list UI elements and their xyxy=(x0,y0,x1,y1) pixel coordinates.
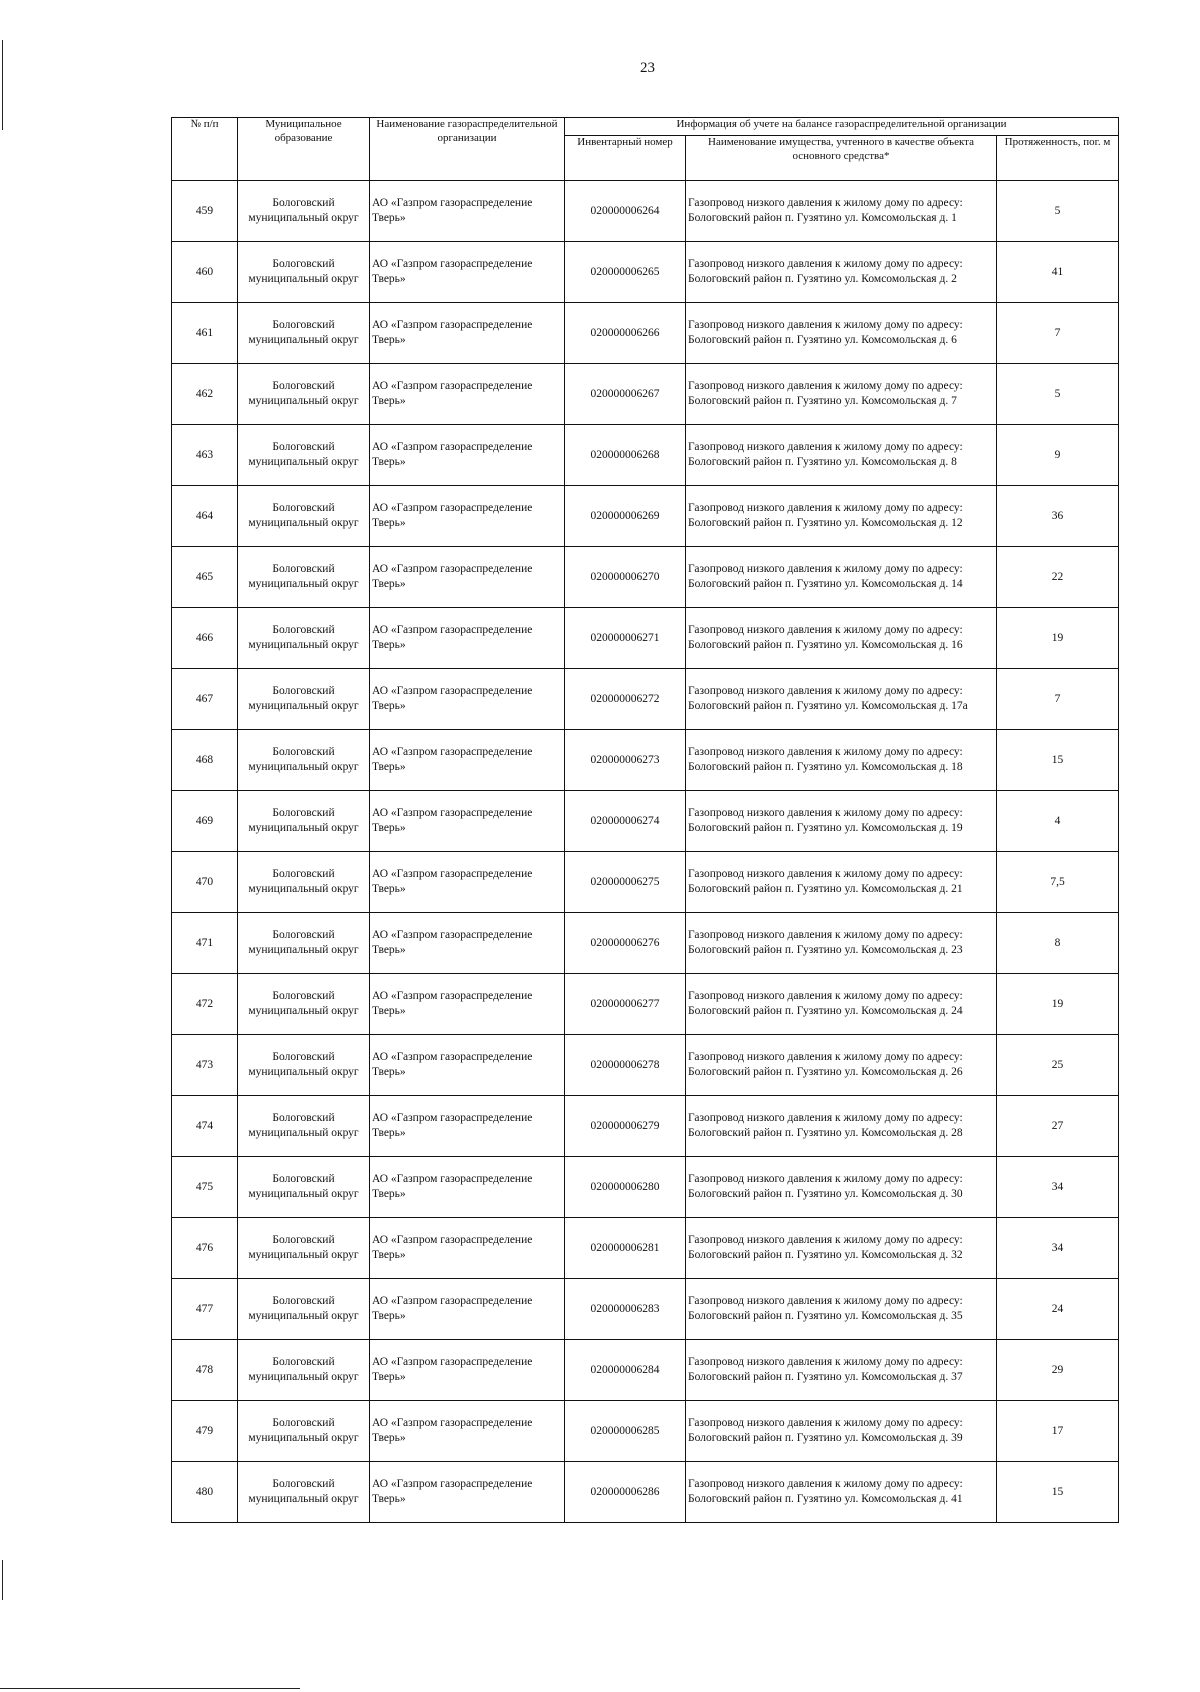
cell-num: 477 xyxy=(172,1279,238,1340)
cell-length: 29 xyxy=(997,1340,1119,1401)
cell-organization: АО «Газпром газораспределение Тверь» xyxy=(370,1035,565,1096)
cell-municipality: Бологовский муниципальный округ xyxy=(238,1279,370,1340)
cell-num: 478 xyxy=(172,1340,238,1401)
cell-inventory-number: 020000006283 xyxy=(565,1279,686,1340)
cell-municipality: Бологовский муниципальный округ xyxy=(238,791,370,852)
table-row xyxy=(172,1340,1119,1401)
table-row xyxy=(172,1035,1119,1096)
cell-property-name: Газопровод низкого давления к жилому дому по адресу: Бологовский район п. Гузятино ул. Комсомольская д. 39 xyxy=(686,1401,997,1462)
cell-length: 9 xyxy=(997,425,1119,486)
scan-margin-line-left-lower xyxy=(2,1560,3,1600)
cell-municipality: Бологовский муниципальный округ xyxy=(238,669,370,730)
cell-inventory-number: 020000006265 xyxy=(565,242,686,303)
cell-property-name: Газопровод низкого давления к жилому дому по адресу: Бологовский район п. Гузятино ул. Комсомольская д. 41 xyxy=(686,1462,997,1523)
cell-organization: АО «Газпром газораспределение Тверь» xyxy=(370,913,565,974)
cell-num: 465 xyxy=(172,547,238,608)
page-number: 23 xyxy=(640,60,655,76)
cell-municipality: Бологовский муниципальный округ xyxy=(238,1401,370,1462)
cell-organization: АО «Газпром газораспределение Тверь» xyxy=(370,547,565,608)
cell-length: 19 xyxy=(997,974,1119,1035)
cell-property-name: Газопровод низкого давления к жилому дому по адресу: Бологовский район п. Гузятино ул. Комсомольская д. 14 xyxy=(686,547,997,608)
cell-organization: АО «Газпром газораспределение Тверь» xyxy=(370,1218,565,1279)
table-row xyxy=(172,242,1119,303)
table-row xyxy=(172,730,1119,791)
cell-organization: АО «Газпром газораспределение Тверь» xyxy=(370,1096,565,1157)
cell-num: 470 xyxy=(172,852,238,913)
cell-organization: АО «Газпром газораспределение Тверь» xyxy=(370,608,565,669)
cell-organization: АО «Газпром газораспределение Тверь» xyxy=(370,425,565,486)
cell-inventory-number: 020000006276 xyxy=(565,913,686,974)
table-row xyxy=(172,1279,1119,1340)
cell-municipality: Бологовский муниципальный округ xyxy=(238,181,370,242)
cell-organization: АО «Газпром газораспределение Тверь» xyxy=(370,791,565,852)
cell-organization: АО «Газпром газораспределение Тверь» xyxy=(370,1462,565,1523)
cell-num: 469 xyxy=(172,791,238,852)
cell-num: 461 xyxy=(172,303,238,364)
cell-property-name: Газопровод низкого давления к жилому дому по адресу: Бологовский район п. Гузятино ул. Комсомольская д. 6 xyxy=(686,303,997,364)
cell-length: 17 xyxy=(997,1401,1119,1462)
cell-length: 25 xyxy=(997,1035,1119,1096)
cell-inventory-number: 020000006278 xyxy=(565,1035,686,1096)
cell-organization: АО «Газпром газораспределение Тверь» xyxy=(370,730,565,791)
cell-num: 467 xyxy=(172,669,238,730)
cell-municipality: Бологовский муниципальный округ xyxy=(238,974,370,1035)
cell-num: 462 xyxy=(172,364,238,425)
cell-inventory-number: 020000006269 xyxy=(565,486,686,547)
cell-num: 474 xyxy=(172,1096,238,1157)
cell-length: 4 xyxy=(997,791,1119,852)
cell-property-name: Газопровод низкого давления к жилому дому по адресу: Бологовский район п. Гузятино ул. Комсомольская д. 19 xyxy=(686,791,997,852)
cell-organization: АО «Газпром газораспределение Тверь» xyxy=(370,669,565,730)
table-row xyxy=(172,1096,1119,1157)
cell-inventory-number: 020000006270 xyxy=(565,547,686,608)
cell-length: 41 xyxy=(997,242,1119,303)
cell-length: 22 xyxy=(997,547,1119,608)
cell-municipality: Бологовский муниципальный округ xyxy=(238,852,370,913)
cell-inventory-number: 020000006286 xyxy=(565,1462,686,1523)
cell-municipality: Бологовский муниципальный округ xyxy=(238,1340,370,1401)
cell-inventory-number: 020000006264 xyxy=(565,181,686,242)
table-row xyxy=(172,974,1119,1035)
cell-length: 8 xyxy=(997,913,1119,974)
cell-property-name: Газопровод низкого давления к жилому дому по адресу: Бологовский район п. Гузятино ул. Комсомольская д. 24 xyxy=(686,974,997,1035)
cell-inventory-number: 020000006273 xyxy=(565,730,686,791)
cell-organization: АО «Газпром газораспределение Тверь» xyxy=(370,181,565,242)
cell-municipality: Бологовский муниципальный округ xyxy=(238,1218,370,1279)
cell-organization: АО «Газпром газораспределение Тверь» xyxy=(370,1401,565,1462)
cell-property-name: Газопровод низкого давления к жилому дому по адресу: Бологовский район п. Гузятино ул. Комсомольская д. 8 xyxy=(686,425,997,486)
cell-inventory-number: 020000006274 xyxy=(565,791,686,852)
cell-num: 463 xyxy=(172,425,238,486)
header-municipality: Муниципальное образование xyxy=(238,118,370,181)
header-length: Протяженность, пог. м xyxy=(997,136,1119,181)
table-row xyxy=(172,913,1119,974)
cell-length: 24 xyxy=(997,1279,1119,1340)
cell-num: 480 xyxy=(172,1462,238,1523)
cell-property-name: Газопровод низкого давления к жилому дому по адресу: Бологовский район п. Гузятино ул. Комсомольская д. 23 xyxy=(686,913,997,974)
table-row xyxy=(172,364,1119,425)
cell-num: 476 xyxy=(172,1218,238,1279)
cell-property-name: Газопровод низкого давления к жилому дому по адресу: Бологовский район п. Гузятино ул. Комсомольская д. 21 xyxy=(686,852,997,913)
cell-municipality: Бологовский муниципальный округ xyxy=(238,1096,370,1157)
cell-inventory-number: 020000006275 xyxy=(565,852,686,913)
cell-inventory-number: 020000006279 xyxy=(565,1096,686,1157)
table-row xyxy=(172,1401,1119,1462)
cell-property-name: Газопровод низкого давления к жилому дому по адресу: Бологовский район п. Гузятино ул. Комсомольская д. 17а xyxy=(686,669,997,730)
cell-num: 472 xyxy=(172,974,238,1035)
cell-inventory-number: 020000006281 xyxy=(565,1218,686,1279)
cell-organization: АО «Газпром газораспределение Тверь» xyxy=(370,242,565,303)
cell-organization: АО «Газпром газораспределение Тверь» xyxy=(370,303,565,364)
table-row xyxy=(172,303,1119,364)
cell-organization: АО «Газпром газораспределение Тверь» xyxy=(370,1157,565,1218)
cell-municipality: Бологовский муниципальный округ xyxy=(238,547,370,608)
cell-length: 34 xyxy=(997,1218,1119,1279)
table-row xyxy=(172,669,1119,730)
cell-length: 27 xyxy=(997,1096,1119,1157)
cell-property-name: Газопровод низкого давления к жилому дому по адресу: Бологовский район п. Гузятино ул. Комсомольская д. 12 xyxy=(686,486,997,547)
header-property-name: Наименование имущества, учтенного в качестве объекта основного средства* xyxy=(686,136,997,181)
cell-property-name: Газопровод низкого давления к жилому дому по адресу: Бологовский район п. Гузятино ул. Комсомольская д. 30 xyxy=(686,1157,997,1218)
cell-length: 5 xyxy=(997,364,1119,425)
registry-table xyxy=(171,117,1119,1523)
cell-property-name: Газопровод низкого давления к жилому дому по адресу: Бологовский район п. Гузятино ул. Комсомольская д. 16 xyxy=(686,608,997,669)
table-row xyxy=(172,547,1119,608)
cell-municipality: Бологовский муниципальный округ xyxy=(238,425,370,486)
table-row xyxy=(172,425,1119,486)
cell-num: 468 xyxy=(172,730,238,791)
cell-length: 34 xyxy=(997,1157,1119,1218)
cell-length: 36 xyxy=(997,486,1119,547)
header-num: № п/п xyxy=(172,118,238,181)
cell-num: 479 xyxy=(172,1401,238,1462)
cell-num: 473 xyxy=(172,1035,238,1096)
cell-organization: АО «Газпром газораспределение Тверь» xyxy=(370,1340,565,1401)
cell-length: 7 xyxy=(997,669,1119,730)
cell-property-name: Газопровод низкого давления к жилому дому по адресу: Бологовский район п. Гузятино ул. Комсомольская д. 37 xyxy=(686,1340,997,1401)
cell-property-name: Газопровод низкого давления к жилому дому по адресу: Бологовский район п. Гузятино ул. Комсомольская д. 1 xyxy=(686,181,997,242)
cell-num: 460 xyxy=(172,242,238,303)
cell-length: 7,5 xyxy=(997,852,1119,913)
cell-inventory-number: 020000006280 xyxy=(565,1157,686,1218)
table-row xyxy=(172,181,1119,242)
cell-inventory-number: 020000006271 xyxy=(565,608,686,669)
cell-municipality: Бологовский муниципальный округ xyxy=(238,730,370,791)
cell-municipality: Бологовский муниципальный округ xyxy=(238,242,370,303)
cell-num: 459 xyxy=(172,181,238,242)
cell-property-name: Газопровод низкого давления к жилому дому по адресу: Бологовский район п. Гузятино ул. Комсомольская д. 35 xyxy=(686,1279,997,1340)
cell-num: 475 xyxy=(172,1157,238,1218)
cell-length: 15 xyxy=(997,730,1119,791)
cell-inventory-number: 020000006272 xyxy=(565,669,686,730)
header-inventory-number: Инвентарный номер xyxy=(565,136,686,181)
cell-inventory-number: 020000006285 xyxy=(565,1401,686,1462)
table-row xyxy=(172,608,1119,669)
table-row xyxy=(172,1218,1119,1279)
cell-property-name: Газопровод низкого давления к жилому дому по адресу: Бологовский район п. Гузятино ул. Комсомольская д. 26 xyxy=(686,1035,997,1096)
header-balance-info: Информация об учете на балансе газораспределительной организации xyxy=(565,118,1119,136)
cell-property-name: Газопровод низкого давления к жилому дому по адресу: Бологовский район п. Гузятино ул. Комсомольская д. 7 xyxy=(686,364,997,425)
cell-inventory-number: 020000006277 xyxy=(565,974,686,1035)
cell-length: 7 xyxy=(997,303,1119,364)
table-row xyxy=(172,791,1119,852)
cell-property-name: Газопровод низкого давления к жилому дому по адресу: Бологовский район п. Гузятино ул. Комсомольская д. 18 xyxy=(686,730,997,791)
cell-organization: АО «Газпром газораспределение Тверь» xyxy=(370,486,565,547)
cell-property-name: Газопровод низкого давления к жилому дому по адресу: Бологовский район п. Гузятино ул. Комсомольская д. 28 xyxy=(686,1096,997,1157)
cell-municipality: Бологовский муниципальный округ xyxy=(238,364,370,425)
cell-length: 5 xyxy=(997,181,1119,242)
table-row xyxy=(172,852,1119,913)
cell-organization: АО «Газпром газораспределение Тверь» xyxy=(370,852,565,913)
cell-municipality: Бологовский муниципальный округ xyxy=(238,1157,370,1218)
cell-length: 19 xyxy=(997,608,1119,669)
cell-municipality: Бологовский муниципальный округ xyxy=(238,486,370,547)
cell-inventory-number: 020000006267 xyxy=(565,364,686,425)
cell-organization: АО «Газпром газораспределение Тверь» xyxy=(370,974,565,1035)
registry-table-head xyxy=(172,118,1119,181)
scan-margin-line-bottom xyxy=(0,1688,300,1689)
cell-municipality: Бологовский муниципальный округ xyxy=(238,1462,370,1523)
cell-municipality: Бологовский муниципальный округ xyxy=(238,913,370,974)
cell-length: 15 xyxy=(997,1462,1119,1523)
cell-municipality: Бологовский муниципальный округ xyxy=(238,608,370,669)
header-organization: Наименование газораспределительной организации xyxy=(370,118,565,181)
cell-num: 466 xyxy=(172,608,238,669)
table-row xyxy=(172,1462,1119,1523)
cell-municipality: Бологовский муниципальный округ xyxy=(238,303,370,364)
cell-inventory-number: 020000006266 xyxy=(565,303,686,364)
cell-organization: АО «Газпром газораспределение Тверь» xyxy=(370,364,565,425)
cell-property-name: Газопровод низкого давления к жилому дому по адресу: Бологовский район п. Гузятино ул. Комсомольская д. 2 xyxy=(686,242,997,303)
cell-num: 464 xyxy=(172,486,238,547)
registry-table-body xyxy=(172,181,1119,1523)
cell-inventory-number: 020000006284 xyxy=(565,1340,686,1401)
scan-margin-line-left xyxy=(2,40,3,130)
table-row xyxy=(172,486,1119,547)
cell-municipality: Бологовский муниципальный округ xyxy=(238,1035,370,1096)
table-row xyxy=(172,1157,1119,1218)
cell-inventory-number: 020000006268 xyxy=(565,425,686,486)
cell-property-name: Газопровод низкого давления к жилому дому по адресу: Бологовский район п. Гузятино ул. Комсомольская д. 32 xyxy=(686,1218,997,1279)
cell-num: 471 xyxy=(172,913,238,974)
cell-organization: АО «Газпром газораспределение Тверь» xyxy=(370,1279,565,1340)
